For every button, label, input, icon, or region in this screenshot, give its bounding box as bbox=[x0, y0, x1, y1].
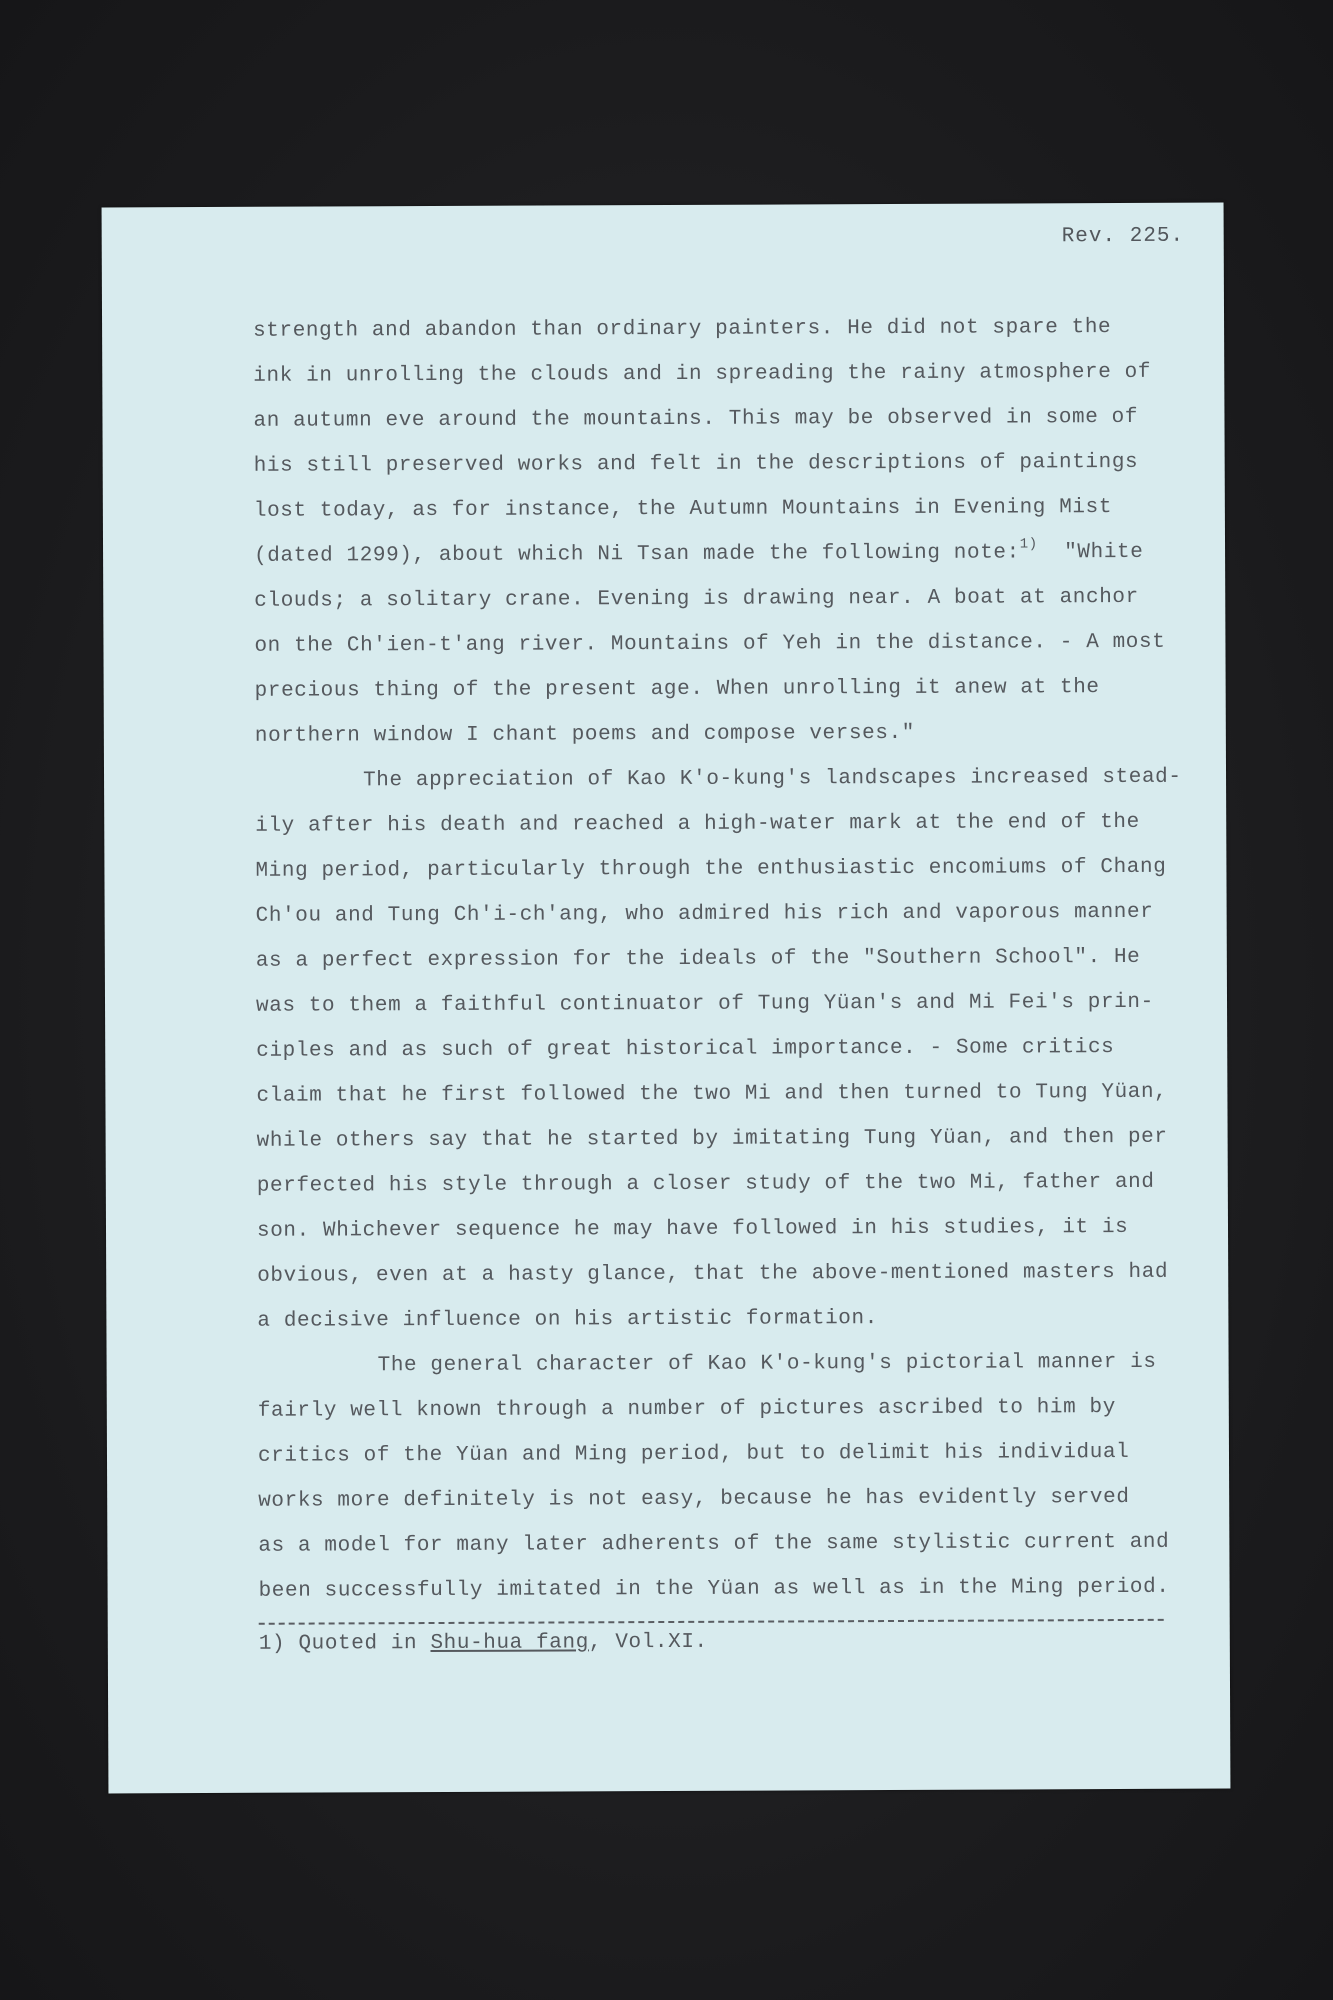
text-line: son. Whichever sequence he may have followed in his studies, it is bbox=[256, 1215, 1129, 1243]
footnote-title: Shu-hua fang bbox=[430, 1631, 589, 1656]
footnote-marker: 1) Quoted in bbox=[258, 1632, 431, 1656]
text-line-indented: The general character of Kao K'o-kung's pictorial manner is bbox=[377, 1350, 1157, 1378]
text-line: northern window I chant poems and compose verses." bbox=[254, 721, 916, 748]
text-line: on the Ch'ien-t'ang river. Mountains of Yeh in the distance. - A most bbox=[254, 630, 1166, 658]
text-line-with-note bbox=[254, 530, 1214, 579]
text-line: ily after his death and reached a high-water mark at the end of the bbox=[255, 810, 1140, 838]
text-line: while others say that he started by imitating Tung Yüan, and then per bbox=[256, 1125, 1168, 1153]
text-line-indented: The appreciation of Kao K'o-kung's landscapes increased stead- bbox=[362, 765, 1182, 793]
quote-start: "White bbox=[1064, 540, 1144, 565]
body-text bbox=[253, 305, 1219, 1614]
text-line: an autumn eve around the mountains. This may be observed in some of bbox=[253, 405, 1139, 433]
text-line: works more definitely is not easy, because he has evidently served bbox=[258, 1485, 1130, 1513]
text-line: strength and abandon than ordinary painters. He did not spare the bbox=[253, 316, 1112, 343]
typewritten-page bbox=[102, 203, 1231, 1794]
text-line: Ch'ou and Tung Ch'i-ch'ang, who admired his rich and vaporous manner bbox=[255, 900, 1154, 928]
text-line: his still preserved works and felt in the descriptions of paintings bbox=[253, 450, 1139, 478]
text-line: obvious, even at a hasty glance, that the above-mentioned masters had bbox=[257, 1260, 1169, 1288]
text-line: precious thing of the present age. When unrolling it anew at the bbox=[254, 676, 1100, 703]
footnote-reference: 1) bbox=[1019, 536, 1038, 553]
text-line: perfected his style through a closer study of the two Mi, father and bbox=[256, 1170, 1155, 1198]
text-segment: (dated 1299), about which Ni Tsan made the following note: bbox=[254, 541, 1020, 568]
footnote-rest: , Vol.XI. bbox=[588, 1630, 708, 1655]
text-line: fairly well known through a number of pictures ascribed to him by bbox=[257, 1396, 1116, 1423]
text-line: been successfully imitated in the Yüan as well as in the Ming period. bbox=[258, 1575, 1170, 1603]
text-line: was to them a faithful continuator of Tung Yüan's and Mi Fei's prin- bbox=[255, 990, 1154, 1018]
page-number: Rev. 225. bbox=[1061, 224, 1185, 249]
text-line: Ming period, particularly through the enthusiastic encomiums of Chang bbox=[255, 855, 1167, 883]
text-line: ciples and as such of great historical importance. - Some critics bbox=[256, 1036, 1115, 1063]
text-line: as a model for many later adherents of the same stylistic current and bbox=[258, 1530, 1170, 1558]
text-line: as a perfect expression for the ideals of the "Southern School". He bbox=[255, 945, 1141, 973]
text-line: claim that he first followed the two Mi and then turned to Tung Yüan, bbox=[256, 1080, 1168, 1108]
text-line: clouds; a solitary crane. Evening is drawing near. A boat at anchor bbox=[254, 585, 1139, 613]
text-line: critics of the Yüan and Ming period, but to delimit his individual bbox=[257, 1440, 1130, 1468]
text-line: ink in unrolling the clouds and in spreading the rainy atmosphere of bbox=[253, 360, 1152, 388]
text-line: lost today, as for instance, the Autumn Mountains in Evening Mist bbox=[253, 496, 1113, 523]
footnote bbox=[259, 1623, 708, 1665]
text-line: a decisive influence on his artistic formation. bbox=[257, 1307, 878, 1333]
